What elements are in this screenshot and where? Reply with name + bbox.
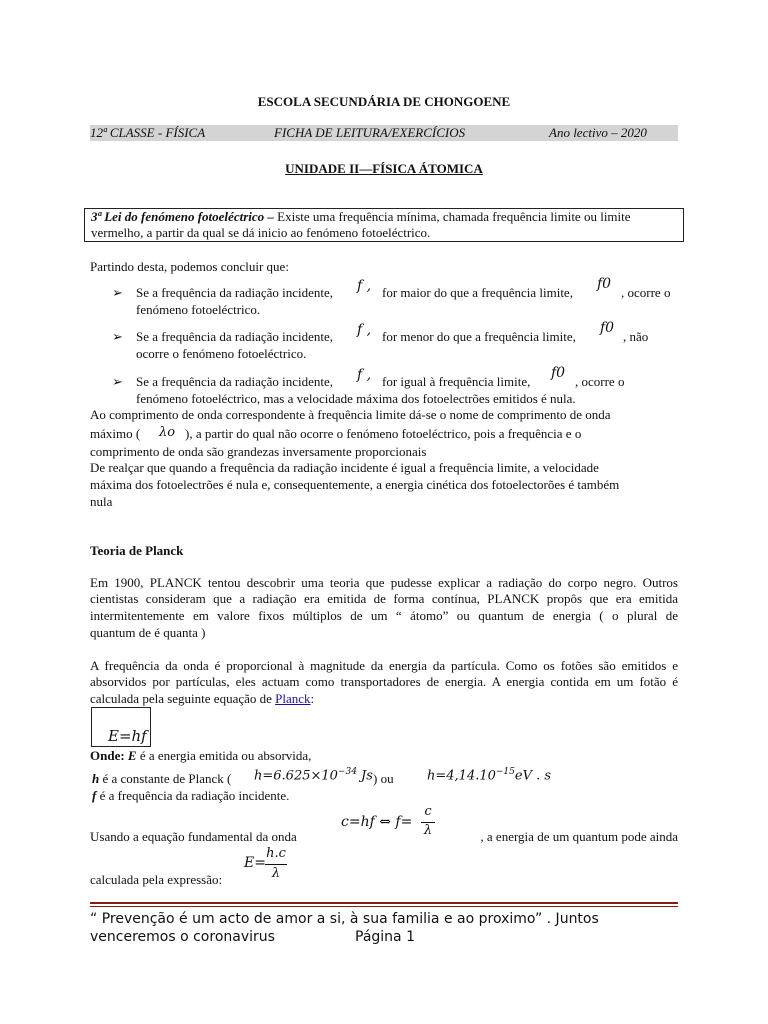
school-name: ESCOLA SECUNDÁRIA DE CHONGOENE [257,94,511,109]
law-line-1 [91,209,631,225]
intro-text: Partindo desta, podemos concluir que: [90,259,289,274]
arrow-bullet-icon: ➢ [112,329,123,344]
fraction-lambda-denominator: λ [423,823,433,838]
colon-text: : [310,691,315,706]
footer-quote-line-1: “ Prevenção é um acto de amor a si, à sua familia e ao proximo” . Juntos [90,911,599,927]
planck-constant-text: é a constante de Planck ( [99,771,232,786]
energy-symbol: E [127,748,137,763]
bullet-3-line-2: fenómeno fotoeléctrico, mas a velocidade máxima dos fotoelectrões emitidos é nula. [136,391,576,406]
header-band [90,125,678,141]
or-text: ) ou [373,771,394,786]
frequency-text: é a frequência da radiação incidente. [96,788,290,803]
onde-line-1 [90,748,311,764]
planck-p2-line-3-text: calculada pela seguinte equação de [90,691,272,706]
planck-p2-line-1: A frequência da onda é proporcional à magnitude da energia da partícula. Como os fotões são emitidos e [90,658,678,673]
arrow-bullet-icon: ➢ [112,285,123,300]
bullet-2-symbol-f0: f0 [600,320,615,336]
law-line-2: vermelho, a partir da qual se dá inicio ao fenómeno fotoeléctrico. [91,225,431,240]
frequency-symbol: f [92,788,97,803]
bullet-1-symbol-f: f , [357,278,372,294]
energy-hc-numerator: h.c [266,846,286,861]
planck-paragraph-2 [90,658,678,691]
energy-fraction-bar [265,864,287,865]
bullet-2-text-a: Se a frequência da radiação incidente, [136,329,334,344]
planck-p2-line-2: absorvidos por partículas, eles actuam como transportadores de energia. A energia contida em um fotão é [90,674,678,690]
bullet-3-symbol-f0: f0 [551,365,566,381]
bullet-2-line-2: ocorre o fenómeno fotoeléctrico. [136,346,307,361]
planck-heading: Teoria de Planck [90,543,184,558]
planck-p1-line-2: cientistas consideram que a radiação era emitida de forma contínua, PLANCK propôs que era emitida [90,591,678,607]
planck-exp-1: −34 [337,767,357,777]
fundamental-equation: c=hf ⇔ f= [341,814,413,830]
formula-e-hf: E=hf [108,727,147,745]
planck-p1-line-3: intermitentemente em valore fixos múltiplos de um “ átomo” ou quantum de energia ( o plural de [90,607,678,623]
bullet-1-text-c: , ocorre o [621,285,671,300]
onde-line-2 [92,771,231,787]
realce-line-3: nula [90,494,113,509]
energy-hc-left: E= [244,855,266,871]
onde-line-3 [92,788,289,804]
planck-p1-line-4: quantum de é quanta ) [90,625,206,640]
page-number: Página 1 [355,929,415,945]
bullet-2-text-b: for menor do que a frequência limite, [382,329,576,344]
footer-quote-line-2: venceremos o coronavirus [90,929,275,945]
fundamental-text-a: Usando a equação fundamental da onda [90,829,297,844]
bullet-3-text-a: Se a frequência da radiação incidente, [136,374,334,389]
fundamental-text-b: , a energia de um quantum pode ainda [480,829,678,844]
wavelength-line-3: comprimento de onda são grandezas inversamente proporcionais [90,444,427,459]
bullet-1-text-b: for maior do que a frequência limite, [382,285,573,300]
bullet-1-text-a: Se a frequência da radiação incidente, [136,285,334,300]
planck-p2-line-3 [90,691,314,707]
planck-unit-2: eV . s [514,768,552,784]
energy-hc-denominator: λ [271,866,281,881]
planck-unit-1: Js [356,768,373,784]
planck-value-1: h=6.625×10 [254,768,338,784]
planck-p1-line-1: Em 1900, PLANCK tentou descobrir uma teoria que pudesse explicar a radiação do corpo negro. Outros [90,575,678,590]
footer-quote-line-2-row [90,928,599,946]
formula-box [91,707,151,747]
footer-rule-top [90,902,678,904]
planck-link[interactable]: Planck [275,691,311,706]
planck-symbol: h [92,771,100,786]
unit-title: UNIDADE II—FÍSICA ÁTOMICA [285,161,483,176]
planck-paragraph-1 [90,575,678,624]
fundamental-text-c: calculada pela expressão: [90,872,223,887]
bullet-3-text-b: for igual à frequência limite, [382,374,531,389]
law-title: 3ª Lei do fenómeno fotoeléctrico – [91,209,274,224]
bullet-2-text-c: , não [623,329,649,344]
bullet-3-symbol-f: f , [357,367,372,383]
onde-label: Onde: [90,748,125,763]
wavelength-line-2a: máximo ( [90,426,141,441]
planck-value-2: h=4,14.10 [427,768,496,784]
year-label: Ano lectivo – 2020 [549,125,647,140]
energy-text: é a energia emitida ou absorvida, [136,748,312,763]
bullet-3-text-c: , ocorre o [575,374,625,389]
planck-exp-2: −15 [495,767,515,777]
class-label: 12ª CLASSE - FÍSICA [90,125,206,140]
law-text-1: Existe uma frequência mínima, chamada frequência limite ou limite [273,209,631,224]
law-box [84,208,684,242]
sheet-label: FICHA DE LEITURA/EXERCÍCIOS [274,125,466,140]
planck-value-js [254,767,373,783]
wavelength-line-2b: ), a partir do qual não ocorre o fenómeno fotoeléctrico, pois a frequência e o [185,426,582,441]
arrow-bullet-icon: ➢ [112,374,123,389]
wavelength-line-1: Ao comprimento de onda correspondente à frequência limite dá-se o nome de comprimento de onda [90,407,611,422]
footer-quote [90,910,599,946]
realce-line-1: De realçar que quando a frequência da radiação incidente é igual a frequência limite, a velocidade [90,460,599,475]
lambda-zero-symbol: λo [159,425,176,440]
bullet-1-line-2: fenómeno fotoeléctrico. [136,302,261,317]
realce-line-2: máxima dos fotoelectrões é nula e, consequentemente, a energia cinética dos fotoelectorões é também [90,477,620,492]
fraction-c-numerator: c [424,804,432,819]
bullet-2-symbol-f: f , [357,322,372,338]
planck-value-evs [427,767,551,783]
bullet-1-symbol-f0: f0 [597,276,612,292]
footer-rule-bottom [90,906,678,907]
